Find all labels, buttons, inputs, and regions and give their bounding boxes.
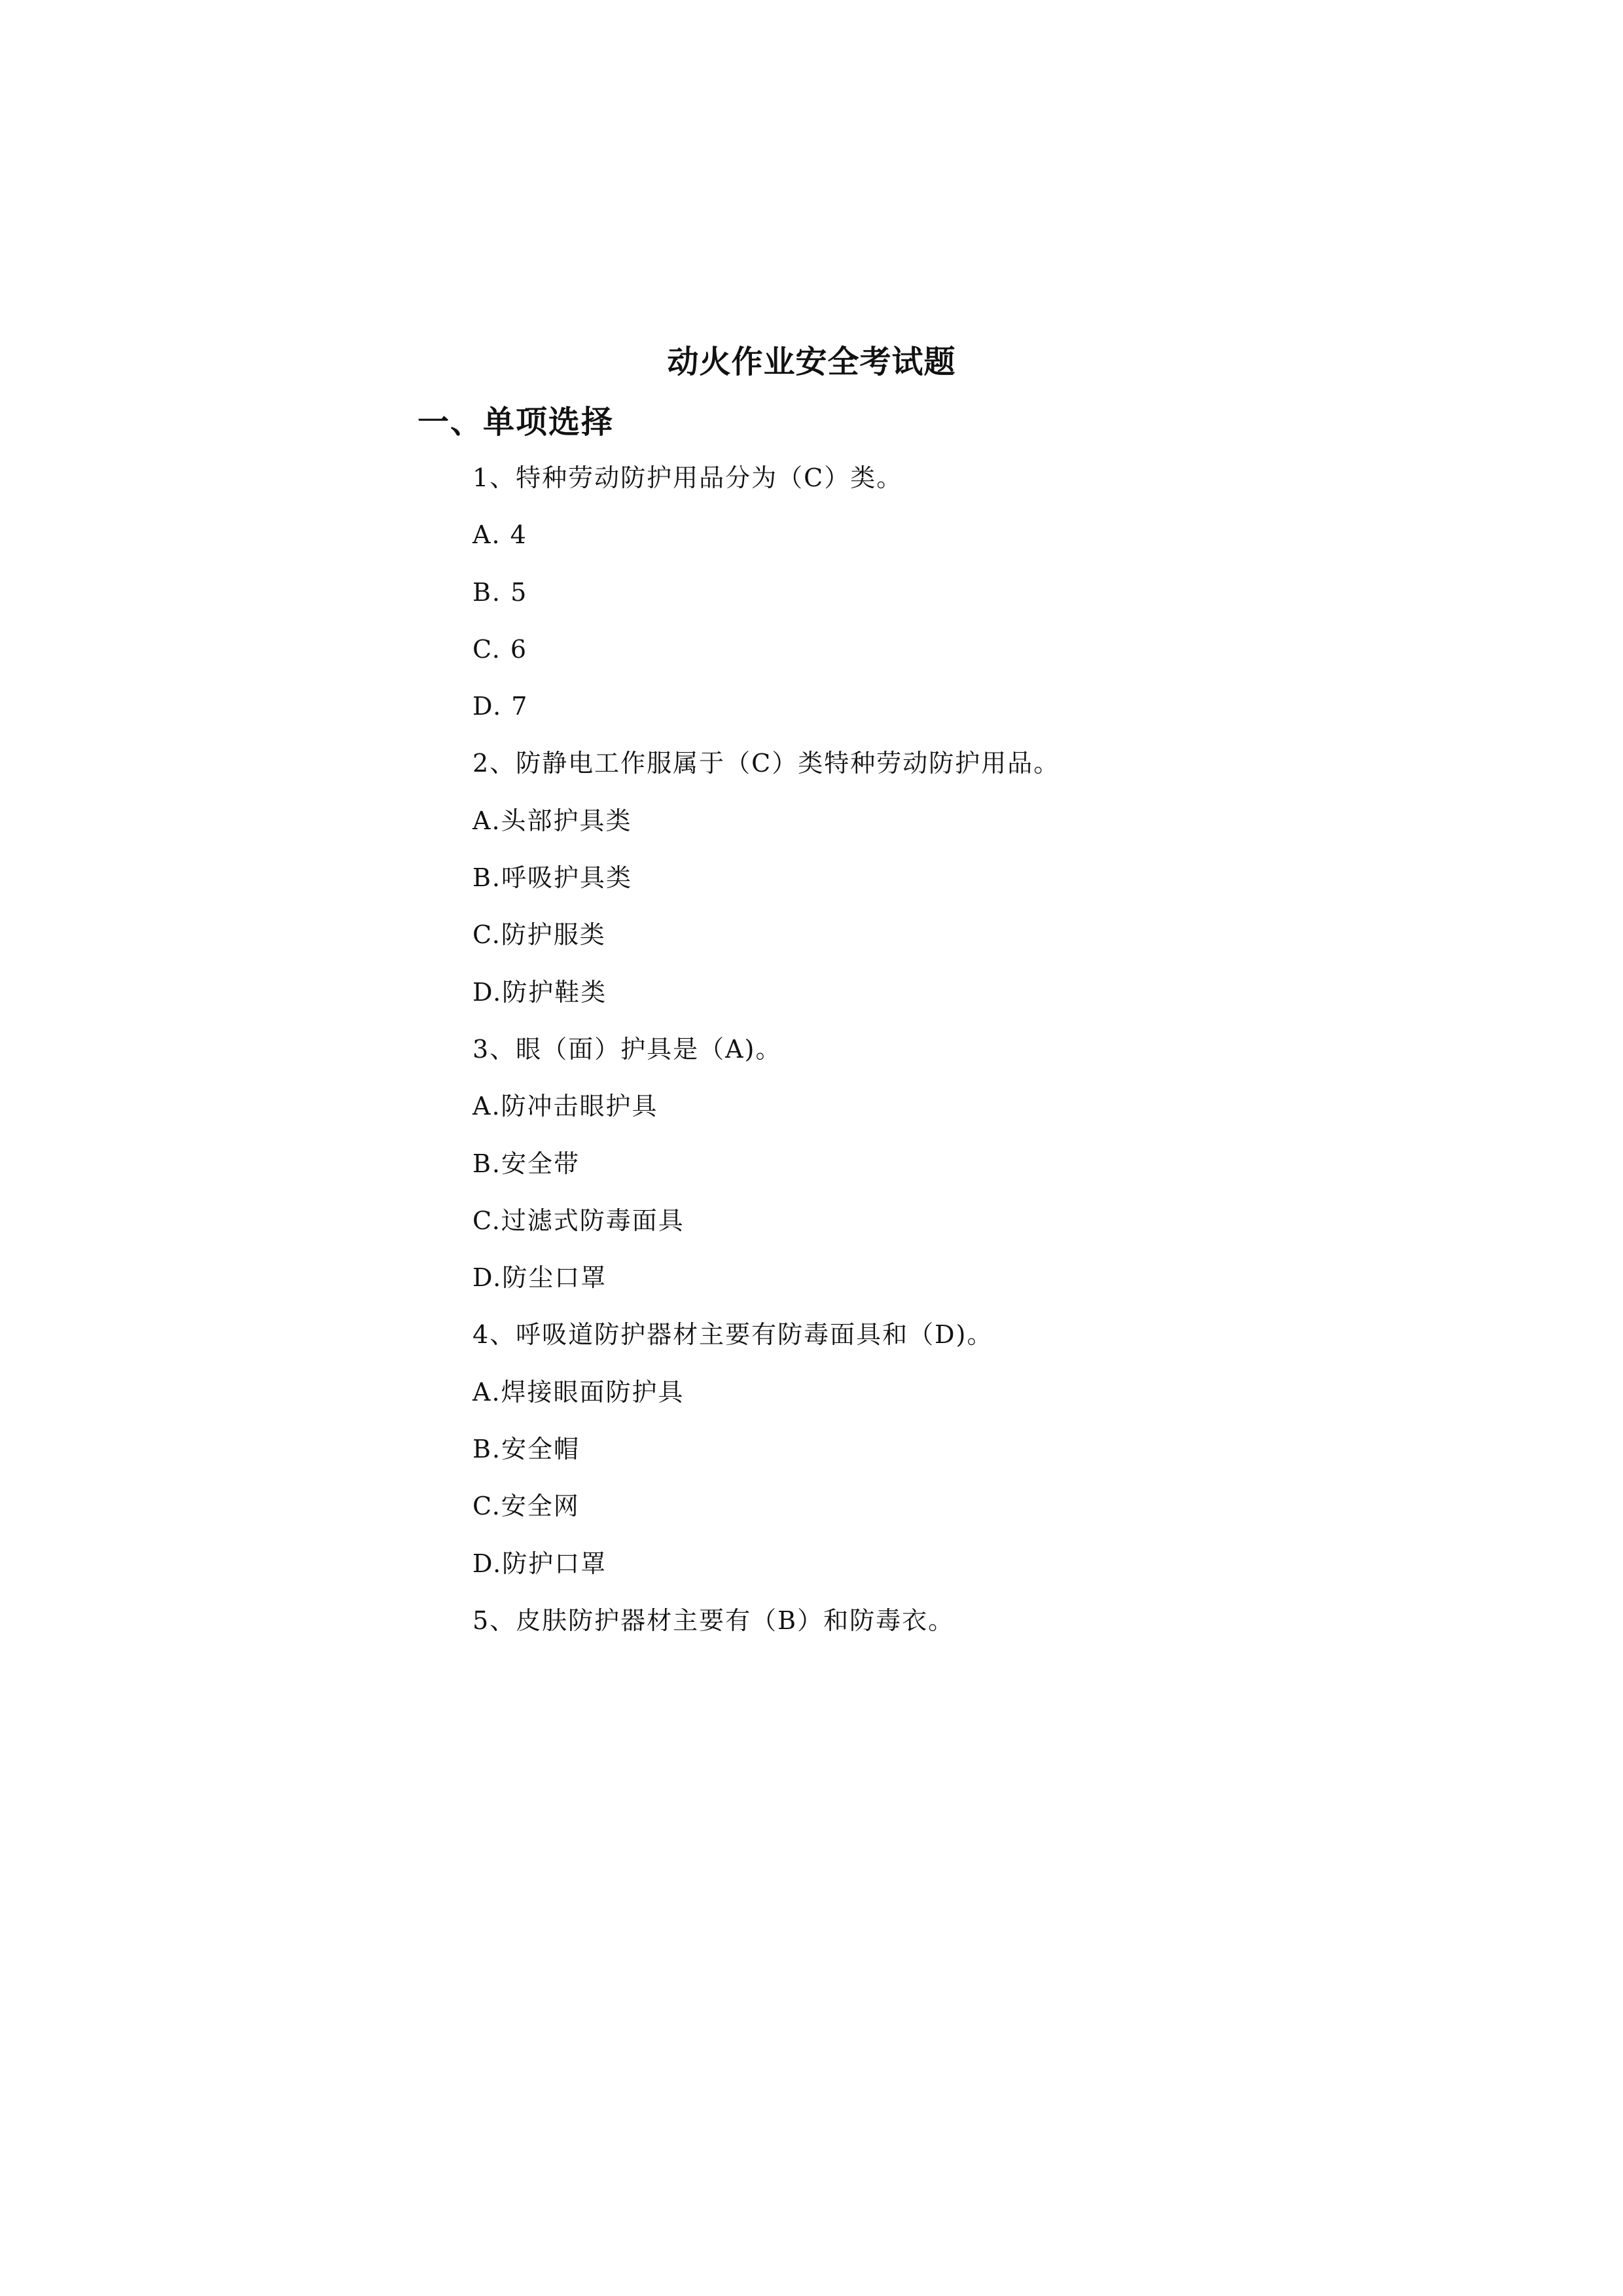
question-list <box>473 458 1552 1658</box>
answer-option: B. 5 <box>473 577 528 607</box>
answer-option: D.防尘口罩 <box>473 1263 607 1293</box>
answer-option: C.过滤式防毒面具 <box>473 1206 685 1235</box>
answer-option: D. 7 <box>473 692 529 721</box>
section-heading: 一、单项选择 <box>418 404 615 440</box>
answer-option: C.防护服类 <box>473 920 606 950</box>
answer-option: A.头部护具类 <box>473 806 632 835</box>
answer-option: C.安全网 <box>473 1492 580 1521</box>
answer-option: B.安全带 <box>473 1149 580 1178</box>
answer-option: A.焊接眼面防护具 <box>473 1377 685 1407</box>
answer-option: B.呼吸护具类 <box>473 863 633 893</box>
question-stem: 5、皮肤防护器材主要有（B）和防毒衣。 <box>473 1605 955 1635</box>
question-stem: 2、防静电工作服属于（C）类特种劳动防护用品。 <box>473 749 1060 778</box>
question-stem: 1、特种劳动防护用品分为（C）类。 <box>473 463 903 492</box>
answer-option: D.防护鞋类 <box>473 977 607 1007</box>
document-title: 动火作业安全考试题 <box>667 344 956 380</box>
answer-option: C. 6 <box>473 634 528 664</box>
answer-option: B.安全帽 <box>473 1435 580 1464</box>
answer-option: A.防冲击眼护具 <box>473 1092 658 1121</box>
answer-option: D.防护口罩 <box>473 1549 607 1578</box>
answer-option: A. 4 <box>473 520 527 550</box>
question-stem: 4、呼吸道防护器材主要有防毒面具和（D)。 <box>473 1320 993 1350</box>
question-stem: 3、眼（面）护具是（A)。 <box>473 1034 782 1064</box>
